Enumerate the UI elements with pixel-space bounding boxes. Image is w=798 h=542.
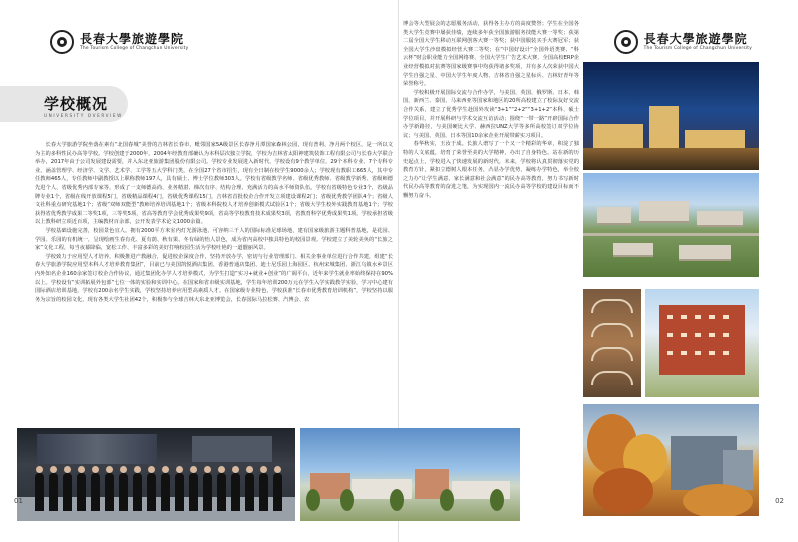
- logo-english-name: The Tourism College of Changchun University: [643, 45, 752, 51]
- page-number-right: 02: [775, 497, 784, 505]
- paragraph-training: 学校致力于应用型人才培养，积极推进产教融合，促进校企深度合作，坚持开放办学，密切与行业管理部门、相关企事业单位进行合作共建，组建“长春大学旅游学院应用型本科人才培养教育集团”，目前已与美国凯悦酒店集团、香港普通店集团、迪士尼乐园上海园区、杭州宋城集团、浙江乌镇水乡景区内外知名企业160余家签订校企合作协议，通过集团化办学人才培养模式，为学生打造“实习+就业+创业”的广阔平台，近年来学生就业率始终保持在90%以上。学校设有“实训拓展外包部”七位一体的实验和实训中心。在国家和省市级实训基地，学生每年培训200万元在学生入学实践教学实验，学习中心建有国际酒店培训基地，学校有200余名学生实践，学校坚持培养应用型高素质人才。在国家级专业特色，学校获准“长春市优秀教育培训机构”，学校坚持以服务为宗旨的校园文化，现有各类大学生社团42个，积极参与全球吉林大东北亚博览会，长春国际马拉松赛、汽博会、农: [35, 253, 393, 303]
- logo-chinese-name: 長春大學旅遊學院: [643, 31, 748, 46]
- logo-english-name: The Tourism College of Changchun University: [80, 45, 189, 51]
- paragraph-future: 春华秋实，玉汝于成。长旅人谱写了一个又一个精彩的华章，积淀了独特的人文底蕴，培育了荣誉至美的大学精神，办出了自身特色。站在新的历史起点上，学校进入了快速发展的新时代，未来，学校将认真贯彻落实党的教育方针，紧扣立德树人根本任务，凸显办学优势，凝练办学特色，举全校之力办“让学生满意、家长满意和社会满意”的民办高等教育，努力书写新时代民办高等教育的奋进之笔，为实现国内一流民办高等学校的建设目标而不懈努力奋斗。: [403, 141, 579, 199]
- group-photo-icon: [17, 428, 295, 521]
- college-logo-right: [614, 30, 752, 54]
- college-emblem-icon: [614, 30, 638, 54]
- aerial-campus-photo-icon: [583, 173, 759, 277]
- page-title: 学校概况: [44, 95, 109, 113]
- night-campus-photo-icon: [583, 62, 759, 170]
- paragraph-facilities: 学校基础设施完善，校园景色宜人。拥有2000平方米室内灯光游泳池、可容纳三千人的国际标准足球场地，建有国家级旅游主题科普基地，是花园、学园、乐园的有机统一，呈现绘画生春有花、夏有荫、秋有果、冬有绿的怡人景色，成为省内高校中独具特色的校园景观。学校建立了美轮美奂的“长旅之家”文化工程，每当夜幕降临，宽松工作、丰富多彩的美好打响校园生活为学校吐艳的一道靓丽风景。: [35, 227, 393, 252]
- paragraph-international: 学校积极开展国际交流与合作办学，与美国、英国、俄罗斯、日本、韩国、新西兰、泰国、马来西亚等国家和地区的20所高校建立了校际友好交流合作关系，建立了优秀学生赴国外攻读“3+1”“2+2”“3+1+2”本科、硕士学位项目，并开展科研与学术交流互访活动；围绕“一带一路”开辟国际合作办学新路径，与美国硬比大学、赫西拉UNZ大学等多所高校签订双学位协议；与美国、英国、日本等国10余家企业开展带薪实习项目。: [403, 89, 579, 139]
- paragraph-volunteer: 博会等大型展会的志愿服务活动，获得各主办方的高度赞誉；学生在全国各类大学生竞赛中屡获佳绩，连续多年获全国旅游服务技能大赛一等奖；获第二届全国大学生移动互联网创客大赛一等奖；获中国服装买手大赛冠军；获全国大学生沙盘模拟经营大赛二等奖；在“中国好设计”全国外语类赛、“科云杯”财会职业能力全国网络赛、全国大学生广告艺术大赛、全国高校ERP企业经营模拟对抗赛等国家级赛事中均获得诸多奖项，并有多人次荣获中国大学生自强之星、中国大学生年度人物、吉林省自强之星标兵、吉林好青年等荣誉称号。: [403, 21, 579, 88]
- college-emblem-icon: [50, 30, 74, 54]
- red-building-photo-icon: [645, 289, 759, 397]
- campus-photo-icon: [300, 428, 520, 521]
- right-body-text: [403, 20, 579, 200]
- autumn-campus-photo-icon: [583, 404, 759, 516]
- logo-chinese-name: 長春大學旅遊學院: [80, 31, 185, 46]
- paragraph-overview: 长春大学旅游学院坐落在素有“北国春城”美誉的吉林省长春市，毗邻国家5A级景区长春净月潭国家森林公园，现有普利、净月两个校区，是一所以文为主的多科性民办高等学校。学校创建于2000年，2004年经教育部确认为本科层次独立学院，学校为吉林省太阳神建筑装饰工程有限公司与长春大学联合举办，2017年由于公司发展建设需要，并入东北亚旅游集团股份有限公司。学校专业发展进入新时代，学校设有9个教学单位，29个本科专业、7个专科专业，涵盖管理学、经济学、文学、艺术学、工学等五大学科门类，在全国27个省市招生，现有全日制在校学生9000余人；学校现有教职工665人，其中专任教师465人，专任教师中副教授以上职称教师197人，具有硕士、博士学位教师303人。学校有省级教学名师、省级优秀教师、省级教学新秀、省级师德先进个人、省级优秀内部专家等，形成了一支师德高尚、业务精湛、梯次有序、结构合理、充满活力的高水平师资队伍。学校有省级特色专业3个，省级品牌专业1个，省级在线开放课程5门，省级精品课程4门，省级优秀课程15门，吉林省首批校企合作开发立项建设课程2门；省级优秀教学团队4个；省级人文社科重点研究基地1个；省级“双师双能型”教师培养培训基地1个；省级本科院校人才培养创新模式试验区1个；省级大学生校外实践教育基地1个；学校获得省优秀教学成果二等奖1项，三等奖5项，省高等教育学会优秀成果奖9项，省高等学校教育技术成果奖3项，省教育科学优秀成果奖1项。学校承担省级以上教科研立项近百项，主编教材百余部，公开发表学术论文1000余篇。: [35, 142, 393, 226]
- arcade-photo-icon: [583, 289, 641, 397]
- page-number-left: 01: [14, 497, 23, 505]
- college-logo: [50, 30, 188, 54]
- page-subtitle: UNIVERSITY OVERVIEW: [44, 113, 123, 118]
- left-body-text: [35, 141, 393, 304]
